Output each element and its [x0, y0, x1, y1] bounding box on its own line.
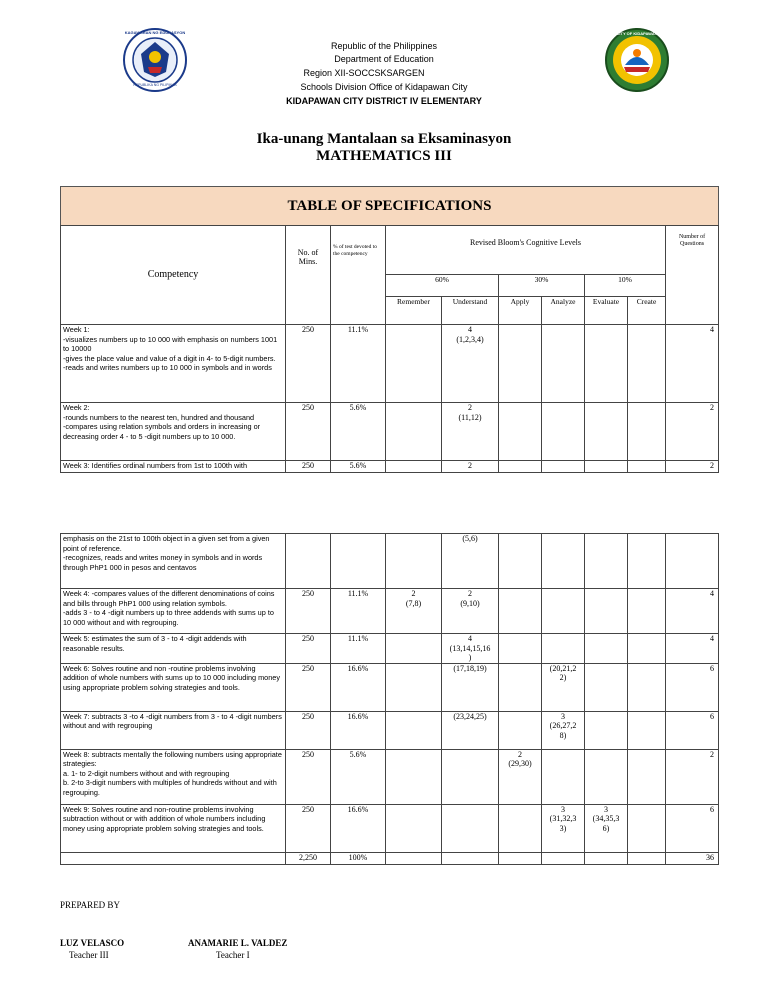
- understand-cell: (17,18,19): [442, 663, 499, 711]
- header-group-10: 10%: [585, 275, 666, 297]
- totals-row: [61, 852, 719, 864]
- header-line-3: Region XII-SOCCSKSARGEN: [303, 68, 425, 78]
- analyze-cell: 3 (26,27,2 8): [542, 711, 585, 749]
- totals-mins: 2,250: [286, 852, 331, 864]
- competency-cell: Week 7: subtracts 3 -to 4 -digit numbers from 3 - to 4 -digit numbers without and with regrouping: [61, 711, 286, 749]
- table-row: [61, 663, 719, 711]
- evaluate-cell: [585, 711, 628, 749]
- prepared-by-label: PREPARED BY: [60, 900, 120, 910]
- header-line-4: Schools Division Office of Kidapawan City: [300, 82, 468, 92]
- competency-cell: Week 1: -visualizes numbers up to 10 000 with emphasis on numbers 1001 to 10000 -gives the place value and value of a digit in 4- to 5-digit numbers. -reads and writes numbers up to 10 000 in symbols and in words: [61, 325, 286, 403]
- evaluate-cell: [585, 461, 628, 473]
- apply-cell: [499, 663, 542, 711]
- analyze-cell: 3 (31,32,3 3): [542, 804, 585, 852]
- remember-cell: [386, 749, 442, 804]
- header-group-60: 60%: [386, 275, 499, 297]
- analyze-cell: [542, 534, 585, 589]
- header-apply: Apply: [499, 297, 542, 325]
- deped-seal-subtext: REPUBLIKA NG PILIPINAS: [133, 83, 177, 87]
- analyze-cell: [542, 634, 585, 664]
- totals-competency: [61, 852, 286, 864]
- apply-cell: 2 (29,30): [499, 749, 542, 804]
- header-group-30: 30%: [499, 275, 585, 297]
- header-mins: No. of Mins.: [286, 226, 331, 325]
- evaluate-cell: [585, 589, 628, 634]
- apply-cell: [499, 634, 542, 664]
- create-cell: [628, 749, 666, 804]
- create-cell: [628, 403, 666, 461]
- percent-cell: [331, 534, 386, 589]
- competency-cell: emphasis on the 21st to 100th object in a given set from a given point of reference. -recognizes, reads and writes money in symbols and in words through PhP1 000 in pesos and centavos: [61, 534, 286, 589]
- create-cell: [628, 634, 666, 664]
- exam-title: Ika-unang Mantalaan sa Eksaminasyon: [256, 131, 512, 147]
- exam-subject: MATHEMATICS III: [316, 148, 452, 164]
- create-cell: [628, 589, 666, 634]
- mins-cell: 250: [286, 663, 331, 711]
- analyze-cell: [542, 325, 585, 403]
- header-remember: Remember: [386, 297, 442, 325]
- understand-cell: (23,24,25): [442, 711, 499, 749]
- create-cell: [628, 804, 666, 852]
- remember-cell: [386, 663, 442, 711]
- tos-table-page2: [60, 533, 719, 865]
- header-understand: Understand: [442, 297, 499, 325]
- questions-cell: [666, 534, 719, 589]
- header-create: Create: [628, 297, 666, 325]
- totals-percent: 100%: [331, 852, 386, 864]
- header-line-2: Department of Education: [334, 54, 434, 64]
- analyze-cell: [542, 403, 585, 461]
- evaluate-cell: [585, 403, 628, 461]
- remember-cell: [386, 804, 442, 852]
- signatory-1-name: LUZ VELASCO: [60, 938, 125, 948]
- apply-cell: [499, 804, 542, 852]
- create-cell: [628, 711, 666, 749]
- questions-cell: 2: [666, 749, 719, 804]
- tos-title: TABLE OF SPECIFICATIONS: [287, 198, 492, 214]
- create-cell: [628, 325, 666, 403]
- percent-cell: 5.6%: [331, 461, 386, 473]
- percent-cell: 11.1%: [331, 589, 386, 634]
- understand-cell: 2 (11,12): [442, 403, 499, 461]
- header-line-1: Republic of the Philippines: [330, 41, 438, 51]
- signatory-2-name: ANAMARIE L. VALDEZ: [188, 938, 288, 948]
- evaluate-cell: [585, 534, 628, 589]
- table-row: [61, 711, 719, 749]
- remember-cell: [386, 534, 442, 589]
- signatory-2-title: Teacher I: [216, 950, 250, 960]
- evaluate-cell: [585, 634, 628, 664]
- understand-cell: 4 (13,14,15,16 ): [442, 634, 499, 664]
- understand-cell: [442, 804, 499, 852]
- remember-cell: 2 (7,8): [386, 589, 442, 634]
- understand-cell: 2: [442, 461, 499, 473]
- analyze-cell: [542, 461, 585, 473]
- understand-cell: [442, 749, 499, 804]
- competency-cell: Week 8: subtracts mentally the following numbers using appropriate strategies: a. 1- to 2-digit numbers without and with regrouping b. 2-to 3-digit numbers with multiples of hundreds without and with regrouping.: [61, 749, 286, 804]
- competency-cell: Week 9: Solves routine and non-routine problems involving subtraction without or with addition of whole numbers including money using appropriate problem solving strategies and tools.: [61, 804, 286, 852]
- apply-cell: [499, 589, 542, 634]
- signatory-1-title: Teacher III: [69, 950, 109, 960]
- header-percent: % of test devoted to the competency: [331, 226, 386, 325]
- evaluate-cell: 3 (34,35,3 6): [585, 804, 628, 852]
- understand-cell: 2 (9,10): [442, 589, 499, 634]
- mins-cell: 250: [286, 749, 331, 804]
- competency-cell: Week 4: -compares values of the different denominations of coins and bills through PhP1 000 using relation symbols. -adds 3 - to 4 -digit numbers up to three addends with sums up to 10 000 without and with regrouping.: [61, 589, 286, 634]
- questions-cell: 6: [666, 711, 719, 749]
- mins-cell: 250: [286, 804, 331, 852]
- table-row: [61, 325, 719, 403]
- remember-cell: [386, 461, 442, 473]
- questions-cell: 6: [666, 663, 719, 711]
- percent-cell: 11.1%: [331, 325, 386, 403]
- deped-seal-text: KAGAWARAN NG EDUKASYON: [124, 30, 186, 35]
- questions-cell: 2: [666, 403, 719, 461]
- percent-cell: 11.1%: [331, 634, 386, 664]
- percent-cell: 16.6%: [331, 711, 386, 749]
- analyze-cell: [542, 749, 585, 804]
- table-row: [61, 461, 719, 473]
- questions-cell: 4: [666, 634, 719, 664]
- evaluate-cell: [585, 749, 628, 804]
- understand-cell: (5,6): [442, 534, 499, 589]
- percent-cell: 5.6%: [331, 403, 386, 461]
- school-name: KIDAPAWAN CITY DISTRICT IV ELEMENTARY: [286, 96, 482, 106]
- tos-title-band: [60, 186, 719, 226]
- understand-cell: 4 (1,2,3,4): [442, 325, 499, 403]
- apply-cell: [499, 711, 542, 749]
- header-bloom: Revised Bloom's Cognitive Levels: [386, 226, 666, 275]
- apply-cell: [499, 534, 542, 589]
- mins-cell: 250: [286, 711, 331, 749]
- questions-cell: 6: [666, 804, 719, 852]
- competency-cell: Week 6: Solves routine and non -routine problems involving addition of whole numbers with sums up to 10 000 including money using appropriate problem solving strategies and tools.: [61, 663, 286, 711]
- remember-cell: [386, 403, 442, 461]
- percent-cell: 16.6%: [331, 663, 386, 711]
- remember-cell: [386, 634, 442, 664]
- table-row: [61, 634, 719, 664]
- percent-cell: 5.6%: [331, 749, 386, 804]
- evaluate-cell: [585, 325, 628, 403]
- table-row: [61, 749, 719, 804]
- table-row: [61, 534, 719, 589]
- mins-cell: [286, 534, 331, 589]
- questions-cell: 4: [666, 325, 719, 403]
- tos-table-page1: [60, 225, 719, 473]
- header-competency: Competency: [61, 226, 286, 325]
- questions-cell: 4: [666, 589, 719, 634]
- create-cell: [628, 461, 666, 473]
- mins-cell: 250: [286, 634, 331, 664]
- questions-cell: 2: [666, 461, 719, 473]
- header-num-questions: Number of Questions: [666, 226, 719, 325]
- apply-cell: [499, 403, 542, 461]
- competency-cell: Week 2: -rounds numbers to the nearest ten, hundred and thousand -compares using relation symbols and orders in increasing or decreasing order 4 - to 5 -digit numbers up to 10 000.: [61, 403, 286, 461]
- analyze-cell: (20,21,2 2): [542, 663, 585, 711]
- evaluate-cell: [585, 663, 628, 711]
- mins-cell: 250: [286, 325, 331, 403]
- percent-cell: 16.6%: [331, 804, 386, 852]
- competency-cell: Week 5: estimates the sum of 3 - to 4 -digit addends with reasonable results.: [61, 634, 286, 664]
- create-cell: [628, 663, 666, 711]
- city-seal-text: CITY OF KIDAPAWAN: [616, 31, 658, 36]
- apply-cell: [499, 325, 542, 403]
- analyze-cell: [542, 589, 585, 634]
- header-analyze: Analyze: [542, 297, 585, 325]
- mins-cell: 250: [286, 403, 331, 461]
- create-cell: [628, 534, 666, 589]
- table-row: [61, 403, 719, 461]
- remember-cell: [386, 711, 442, 749]
- mins-cell: 250: [286, 461, 331, 473]
- apply-cell: [499, 461, 542, 473]
- competency-cell: Week 3: Identifies ordinal numbers from 1st to 100th with: [61, 461, 286, 473]
- header-evaluate: Evaluate: [585, 297, 628, 325]
- table-row: [61, 589, 719, 634]
- table-row: [61, 804, 719, 852]
- remember-cell: [386, 325, 442, 403]
- totals-questions: 36: [666, 852, 719, 864]
- mins-cell: 250: [286, 589, 331, 634]
